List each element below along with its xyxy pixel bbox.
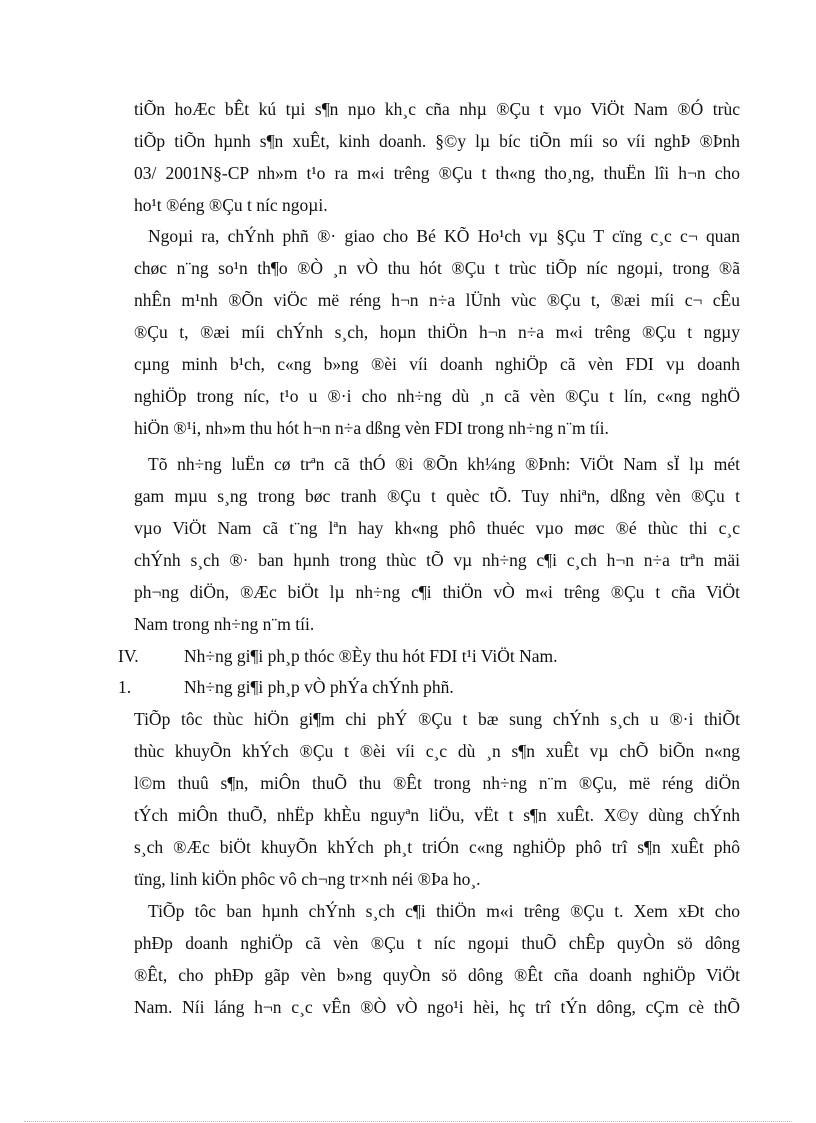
- heading-text: Nh÷ng gi¶i ph¸p thóc ®Èy thu hót FDI t¹i ViÖt Nam.: [184, 646, 558, 666]
- text-line: tÝch miÔn thuÕ, nhËp khÈu nguyªn liÖu, vËt t s¶n xuÊt. X©y dùng chÝnh: [134, 805, 740, 825]
- text-line: TiÕp tôc thùc hiÖn gi¶m chi phÝ ®Çu t bæ sung chÝnh s¸ch u ®·i thiÕt: [134, 709, 740, 729]
- text-line: Nam. Níi láng h¬n c¸c vÊn ®Ò vÒ ngo¹i hèi, hç trî tÝn dông, cÇm cè thÕ: [134, 997, 740, 1017]
- text-line: ph¬ng diÖn, ®Æc biÖt lµ nh÷ng c¶i thiÖn vÒ m«i trêng ®Çu t cña ViÖt: [134, 582, 740, 602]
- text-line: chÝnh s¸ch ®· ban hµnh trong thùc tÕ vµ nh÷ng c¶i c¸ch h¬n n÷a trªn mäi: [134, 550, 740, 570]
- heading-text: Nh÷ng gi¶i ph¸p vÒ phÝa chÝnh phñ.: [184, 677, 454, 697]
- text-line: hiÖn ®¹i, nh»m thu hót h¬n n÷a dßng vèn FDI trong nh÷ng n¨m tíi.: [134, 418, 609, 438]
- text-line: gam mµu s¸ng trong bøc tranh ®Çu t quèc tÕ. Tuy nhiªn, dßng vèn ®Çu t: [134, 486, 740, 506]
- text-line: 03/ 2001N§-CP nh»m t¹o ra m«i trêng ®Çu t th«ng tho¸ng, thuËn lîi h¬n cho: [134, 163, 740, 183]
- text-line: TiÕp tôc ban hµnh chÝnh s¸ch c¶i thiÖn m«i trêng ®Çu t. Xem xÐt cho: [148, 901, 740, 921]
- text-line: vµo ViÖt Nam cã t¨ng lªn hay kh«ng phô thuéc vµo møc ®é thùc thi c¸c: [134, 518, 740, 538]
- paragraph-2: [134, 220, 740, 444]
- section-heading-1: [118, 672, 454, 702]
- heading-number: IV.: [118, 646, 139, 666]
- paragraph-1: [134, 93, 740, 221]
- text-line: ho¹t ®éng ®Çu t níc ngoµi.: [134, 195, 328, 215]
- text-line: ®Êt, cho phÐp gãp vèn b»ng quyÒn sö dông ®Êt cña doanh nghiÖp ViÖt: [134, 965, 740, 985]
- text-line: nhÊn m¹nh ®Õn viÖc më réng h¬n n÷a lÜnh vùc ®Çu t, ®æi míi c¬ cÊu: [134, 290, 740, 310]
- text-line: Ngoµi ra, chÝnh phñ ®· giao cho Bé KÕ Ho¹ch vµ §Çu T cïng c¸c c¬ quan: [148, 226, 740, 246]
- paragraph-5: [134, 895, 740, 1023]
- text-line: tiÕp tiÕn hµnh s¶n xuÊt, kinh doanh. §©y lµ bíc tiÕn míi so víi nghÞ ®Þnh: [134, 131, 740, 151]
- text-line: tiÕn hoÆc bÊt kú tµi s¶n nµo kh¸c cña nhµ ®Çu t vµo ViÖt Nam ®Ó trùc: [134, 99, 740, 119]
- text-line: ®Çu t, ®æi míi chÝnh s¸ch, hoµn thiÖn h¬n n÷a m«i trêng ®Çu t ngµy: [134, 322, 740, 342]
- paragraph-3: [134, 448, 740, 640]
- text-line: thùc khuyÕn khÝch ®Çu t ®èi víi c¸c dù ¸n s¶n xuÊt vµ chÕ biÕn n«ng: [134, 741, 740, 761]
- heading-number: 1.: [118, 677, 132, 697]
- page-bottom-divider: [24, 1121, 792, 1122]
- text-line: Nam trong nh÷ng n¨m tíi.: [134, 614, 315, 634]
- section-heading-iv: [118, 641, 558, 671]
- text-line: cµng minh b¹ch, c«ng b»ng ®èi víi doanh nghiÖp cã vèn FDI vµ doanh: [134, 354, 740, 374]
- text-line: chøc n¨ng so¹n th¶o ®Ò ¸n vÒ thu hót ®Çu t trùc tiÕp níc ngoµi, trong ®ã: [134, 258, 740, 278]
- text-line: Tõ nh÷ng luËn cø trªn cã thÓ ®i ®Õn kh¼ng ®Þnh: ViÖt Nam sÏ lµ mét: [148, 454, 740, 474]
- text-line: l©m thuû s¶n, miÔn thuÕ thu ®Êt trong nh÷ng n¨m ®Çu, më réng diÖn: [134, 773, 740, 793]
- paragraph-4: [134, 703, 740, 895]
- text-line: phÐp doanh nghiÖp cã vèn ®Çu t níc ngoµi thuÕ chÊp quyÒn sö dông: [134, 933, 740, 953]
- text-line: nghiÖp trong níc, t¹o u ®·i cho nh÷ng dù ¸n cã vèn ®Çu t lín, c«ng nghÖ: [134, 386, 740, 406]
- text-line: tïng, linh kiÖn phôc vô ch¬ng tr×nh néi ®Þa ho¸.: [134, 869, 481, 889]
- text-line: s¸ch ®Æc biÖt khuyÕn khÝch ph¸t triÓn c«ng nghiÖp phô trî s¶n xuÊt phô: [134, 837, 740, 857]
